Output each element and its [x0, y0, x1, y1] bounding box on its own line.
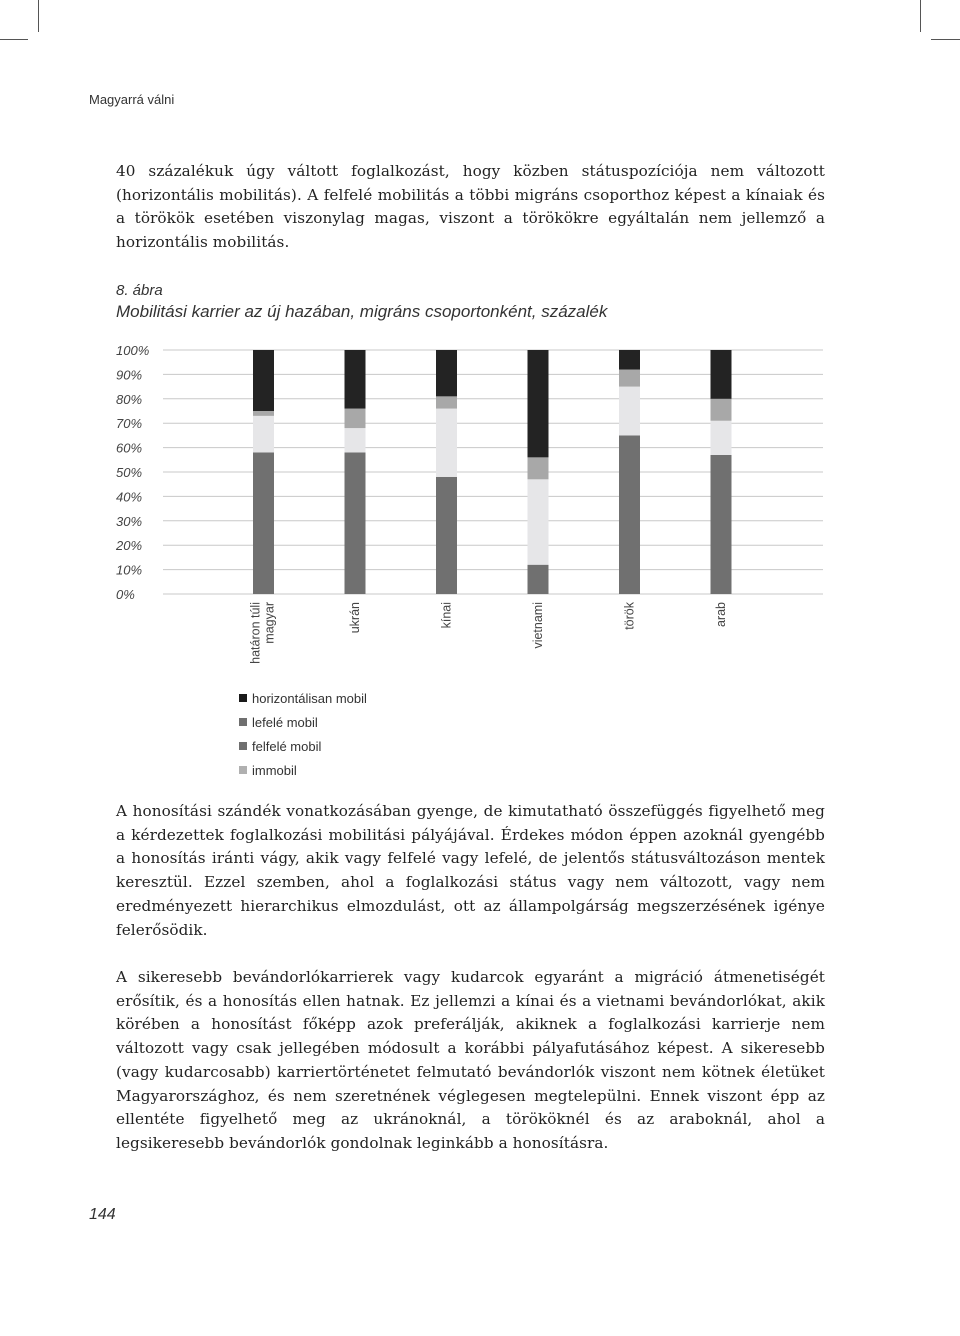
legend-label-horizontal: horizontálisan mobil: [252, 690, 367, 706]
bar-segment: [711, 455, 732, 594]
bar-segment: [528, 565, 549, 594]
bar-segment: [619, 387, 640, 436]
y-axis-ticks: [115, 343, 149, 602]
bar-segment: [253, 416, 274, 453]
legend-label-down: lefelé mobil: [252, 714, 318, 730]
bar-segment: [711, 399, 732, 421]
bar-segment: [345, 350, 366, 409]
bar-segment: [345, 409, 366, 429]
y-tick-label: 80%: [116, 391, 143, 407]
figure-number: 8. ábra: [116, 282, 163, 299]
x-tick-label: ukrán: [348, 602, 362, 634]
bar-segment: [436, 350, 457, 396]
legend-swatch-horizontal: [239, 694, 247, 702]
legend-swatch-down: [239, 718, 247, 726]
legend-label-up: felfelé mobil: [252, 738, 322, 754]
x-tick-label: kínai: [439, 602, 454, 629]
bar-segment: [436, 409, 457, 477]
bar-segment: [345, 452, 366, 594]
y-tick-label: 10%: [116, 562, 143, 578]
y-tick-label: 60%: [116, 440, 143, 456]
bar-segment: [528, 457, 549, 479]
y-tick-label: 100%: [116, 343, 150, 358]
figure-title: Mobilitási karrier az új hazában, migráns csoportonként, százalék: [116, 302, 608, 321]
legend-label-immobile: immobil: [252, 762, 297, 778]
bar-segment: [619, 370, 640, 387]
bar-segment: [253, 452, 274, 594]
legend-item-up: [239, 734, 367, 758]
paragraph-2: A honosítási szándék vonatkozásában gyenge, de kimutatható összefüggés figyelhető meg a kérdezettek foglalkozási mobilitási pályájával. Érdekes módon éppen azoknál gyengébb a honosítás iránti vágy, akik vagy felfelé vagy lefelé, de jelentős státusváltozáson mentek keresztül. Ezzel szemben, ahol a foglalkozási státus vagy nem változott, vagy nem eredményezett hierarchikus elmozdulást, ott az állampolgárság megszerzésének igénye felerősödik.: [116, 802, 825, 939]
bar-segment: [619, 350, 640, 370]
legend-item-immobile: [239, 758, 367, 782]
x-tick-label: vietnami: [531, 602, 545, 649]
bar-segment: [528, 350, 549, 457]
page-number: 144: [89, 1206, 116, 1223]
y-tick-label: 90%: [116, 367, 143, 383]
y-tick-label: 50%: [116, 465, 143, 480]
paragraph-1: 40 százalékuk úgy váltott foglalkozást, hogy közben státuspozíciója nem változott (horizontális mobilitás). A felfelé mobilitás a többi migráns csoporthoz képest a kínaiak és a törökök esetében viszonylag magas, viszont a törökökre egyáltalán nem jellemző a horizontális mobilitás.: [116, 162, 825, 252]
y-tick-label: 20%: [116, 538, 143, 554]
y-tick-label: 30%: [116, 513, 143, 529]
bar-segment: [436, 396, 457, 408]
x-tick-label: arab: [714, 602, 728, 628]
x-tick-label: határon túlimagyar: [248, 602, 277, 664]
legend-item-down: [239, 710, 367, 734]
bar-segment: [436, 477, 457, 594]
x-axis-labels: [249, 601, 729, 664]
bar-segment: [619, 435, 640, 594]
x-tick-label: török: [622, 602, 637, 630]
bar-segment: [711, 421, 732, 455]
legend-swatch-immobile: [239, 766, 247, 774]
bar-segment: [528, 479, 549, 564]
bar-segment: [345, 428, 366, 452]
legend-item-horizontal: [239, 686, 367, 710]
legend-swatch-up: [239, 742, 247, 750]
y-tick-label: 40%: [116, 489, 143, 505]
paragraph-3: A sikeresebb bevándorlókarrierek vagy kudarcok egyaránt a migráció átmenetiségét erősítik, és a honosítás ellen hatnak. Ez jellemzi a kínai és a vietnami bevándorlókat, akik körében a honosítást főképp azok preferálják, akiknek a foglalkozási karrierje nem változott vagy csak jellegében módosult a korábbi pályafutásához képest. A sikeresebb (vagy kudarcosabb) karriertörténetet felmutató bevándorlók viszont nem kötnek életüket Magyarországhoz, és nem szeretnének véglegesen megtelepülni. Ennek viszont épp az ellentéte figyelhető meg az ukránoknál, a törököknél és az araboknál, ahol a legsikeresebb bevándorlók gondolnak leginkább a honosításra.: [116, 968, 825, 1152]
chart-legend: [239, 686, 367, 782]
bar-segment: [711, 350, 732, 399]
running-head: Magyarrá válni: [89, 92, 175, 107]
bar-segment: [253, 411, 274, 416]
y-tick-label: 70%: [116, 416, 143, 432]
y-tick-label: 0%: [116, 587, 135, 602]
bar-segment: [253, 350, 274, 411]
